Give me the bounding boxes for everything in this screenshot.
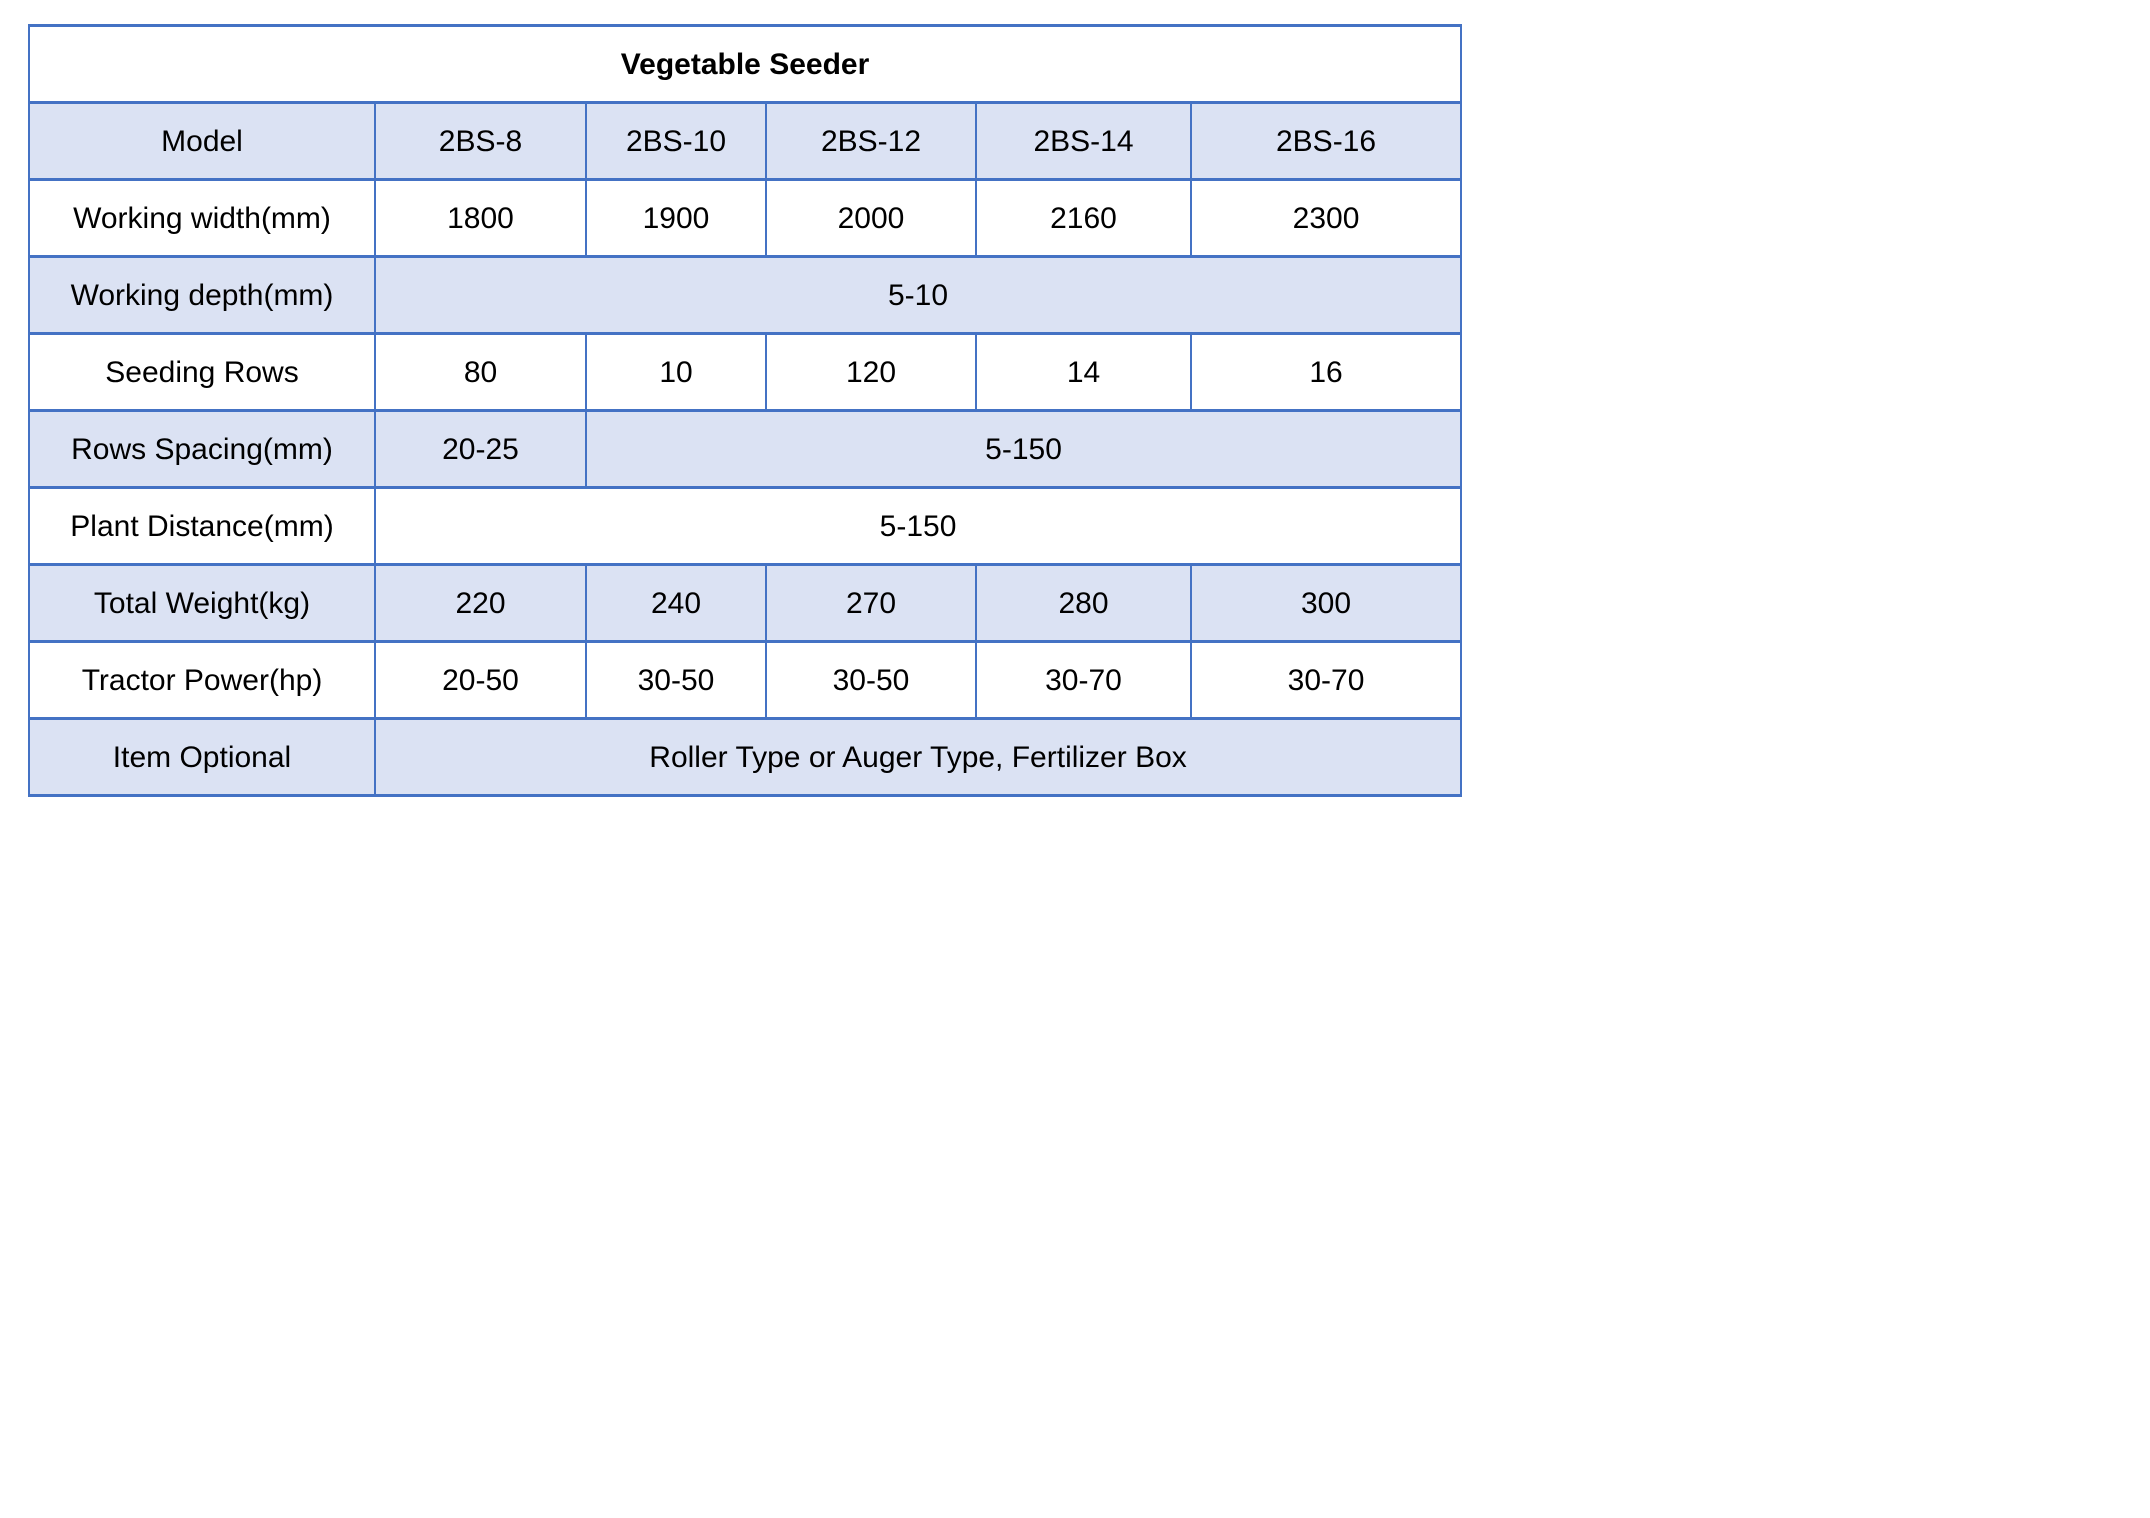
vegetable-seeder-spec-table: [28, 24, 1462, 797]
cell-seeding-rows-2: 10: [586, 334, 766, 411]
cell-tractor-power-5: 30-70: [1191, 642, 1461, 719]
cell-tractor-power-3: 30-50: [766, 642, 976, 719]
cell-working-depth-merged: 5-10: [375, 257, 1461, 334]
cell-rows-spacing-1: 20-25: [375, 411, 586, 488]
cell-total-weight-3: 270: [766, 565, 976, 642]
cell-tractor-power-1: 20-50: [375, 642, 586, 719]
row-label-total-weight: Total Weight(kg): [29, 565, 375, 642]
header-label-model: Model: [29, 103, 375, 180]
row-label-plant-distance: Plant Distance(mm): [29, 488, 375, 565]
row-label-item-optional: Item Optional: [29, 719, 375, 796]
cell-total-weight-2: 240: [586, 565, 766, 642]
table-row-rows-spacing: [29, 411, 1461, 488]
cell-total-weight-5: 300: [1191, 565, 1461, 642]
cell-working-width-3: 2000: [766, 180, 976, 257]
table-row-tractor-power: [29, 642, 1461, 719]
cell-total-weight-4: 280: [976, 565, 1191, 642]
cell-seeding-rows-3: 120: [766, 334, 976, 411]
cell-tractor-power-2: 30-50: [586, 642, 766, 719]
table-row-total-weight: [29, 565, 1461, 642]
cell-plant-distance-merged: 5-150: [375, 488, 1461, 565]
cell-working-width-4: 2160: [976, 180, 1191, 257]
row-label-seeding-rows: Seeding Rows: [29, 334, 375, 411]
cell-item-optional-merged: Roller Type or Auger Type, Fertilizer Box: [375, 719, 1461, 796]
row-label-working-depth: Working depth(mm): [29, 257, 375, 334]
model-header-4: 2BS-14: [976, 103, 1191, 180]
cell-tractor-power-4: 30-70: [976, 642, 1191, 719]
cell-total-weight-1: 220: [375, 565, 586, 642]
table-title-row: [29, 26, 1461, 103]
cell-working-width-2: 1900: [586, 180, 766, 257]
table-row-seeding-rows: [29, 334, 1461, 411]
model-header-2: 2BS-10: [586, 103, 766, 180]
table-title: Vegetable Seeder: [29, 26, 1461, 103]
cell-working-width-1: 1800: [375, 180, 586, 257]
cell-seeding-rows-5: 16: [1191, 334, 1461, 411]
cell-seeding-rows-1: 80: [375, 334, 586, 411]
model-header-5: 2BS-16: [1191, 103, 1461, 180]
table-header-row: [29, 103, 1461, 180]
table-row-plant-distance: [29, 488, 1461, 565]
table-row-item-optional: [29, 719, 1461, 796]
model-header-1: 2BS-8: [375, 103, 586, 180]
row-label-tractor-power: Tractor Power(hp): [29, 642, 375, 719]
cell-rows-spacing-merged: 5-150: [586, 411, 1461, 488]
cell-working-width-5: 2300: [1191, 180, 1461, 257]
cell-seeding-rows-4: 14: [976, 334, 1191, 411]
table-row-working-width: [29, 180, 1461, 257]
table-row-working-depth: [29, 257, 1461, 334]
model-header-3: 2BS-12: [766, 103, 976, 180]
row-label-rows-spacing: Rows Spacing(mm): [29, 411, 375, 488]
row-label-working-width: Working width(mm): [29, 180, 375, 257]
